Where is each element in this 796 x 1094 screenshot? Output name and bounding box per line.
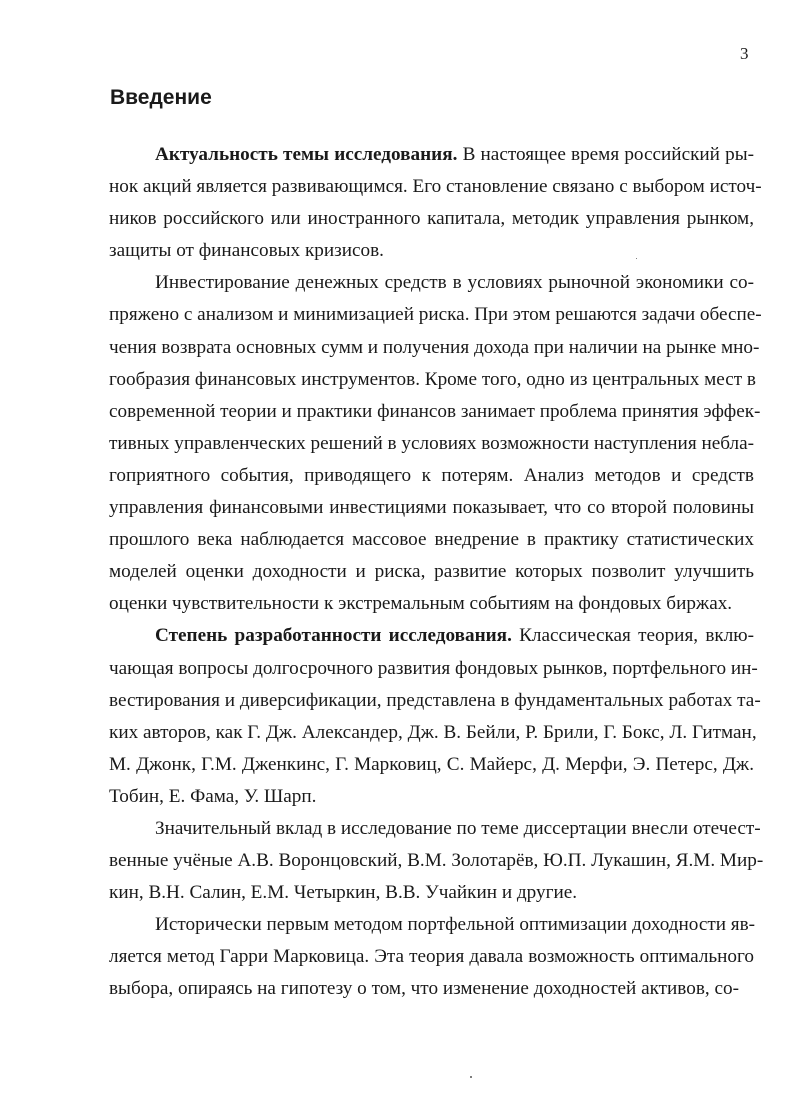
line-text: Тобин, Е. Фама, У. Шарп. [109,785,317,807]
text-line [109,845,764,877]
line-text: М. Джонк, Г.М. Дженкинс, Г. Марковиц, С. Майерс, Д. Мерфи, Э. Петерс, Дж. [109,753,754,775]
paragraph [109,267,762,620]
line-text: управления финансовыми инвестициями показывает, что со второй половины [109,497,754,519]
line-text: Исторически первым методом портфельной оптимизации доходности яв- [155,914,756,936]
line-text: Классическая теория, вклю- [519,625,754,647]
text-line [109,492,754,524]
text-line [109,524,754,556]
text-line [109,653,758,685]
text-line [109,332,760,364]
paragraph-lead: Актуальность темы исследования. [155,144,458,165]
line-text: В настоящее время российский ры- [462,144,754,165]
line-text: гообразия финансовых инструментов. Кроме того, одно из центральных мест в [109,368,756,390]
paragraph [109,139,762,267]
text-line [109,781,754,813]
text-line [109,877,754,909]
line-text: моделей оценки доходности и риска, развитие которых позволит улучшить [109,561,754,583]
body-text [109,139,764,1006]
scan-speck [636,258,637,259]
text-line [109,717,757,749]
paragraph [109,909,754,1005]
paragraph [109,813,764,909]
line-text: нок акций является развивающимся. Его становление связано с выбором источ- [109,176,762,198]
line-text: Инвестирование денежных средств в условиях рыночной экономики со- [155,272,754,294]
text-line [109,813,761,845]
paragraph [109,620,761,813]
page-number: 3 [740,44,749,63]
text-line [109,364,754,396]
text-line [109,171,762,203]
line-text: чения возврата основных сумм и получения дохода при наличии на рынке мно- [109,336,760,358]
text-line [109,428,754,460]
text-line [109,620,754,652]
text-line [109,749,754,781]
text-line [109,203,754,235]
line-text: оценки чувствительности к экстремальным событиям на фондовых биржах. [109,593,733,615]
line-text: выбора, опираясь на гипотезу о том, что изменение доходностей активов, со- [109,978,739,1000]
line-text: ников российского или иностранного капитала, методик управления рынком, [109,208,754,230]
text-line [109,909,754,941]
line-text: чающая вопросы долгосрочного развития фондовых рынков, портфельного ин- [109,657,758,679]
line-text: ких авторов, как Г. Дж. Александер, Дж. В. Бейли, Р. Брили, Г. Бокс, Л. Гитман, [109,721,757,743]
line-text: венные учёные А.В. Воронцовский, В.М. Золотарёв, Ю.П. Лукашин, Я.М. Мир- [109,850,764,872]
text-line [109,941,754,973]
text-line [109,299,762,331]
text-line [109,973,754,1005]
text-line [109,685,761,717]
line-text: кин, В.Н. Салин, Е.М. Четыркин, В.В. Учайкин и другие. [109,882,578,904]
line-text: современной теории и практики финансов занимает проблема принятия эффек- [109,400,761,422]
line-text: пряжено с анализом и минимизацией риска. При этом решаются задачи обеспе- [109,304,762,326]
text-line [109,460,754,492]
text-line [109,396,761,428]
text-line [109,235,754,267]
line-text: ляется метод Гарри Марковица. Эта теория давала возможность оптимального [109,946,754,968]
section-heading: Введение [110,86,212,109]
text-line [109,139,754,171]
line-text: защиты от финансовых кризисов. [109,240,384,262]
text-line [109,556,754,588]
scan-speck [470,1076,472,1078]
paragraph-lead: Степень разработанности исследования. [155,625,512,647]
line-text: вестирования и диверсификации, представлена в фундаментальных работах та- [109,689,761,711]
text-line [109,267,754,299]
line-text: тивных управленческих решений в условиях возможности наступления небла- [109,432,754,454]
line-text: гоприятного события, приводящего к потерям. Анализ методов и средств [109,464,754,486]
line-text: Значительный вклад в исследование по теме диссертации внесли отечест- [155,817,761,839]
line-text: прошлого века наблюдается массовое внедрение в практику статистических [109,529,754,551]
text-line [109,588,754,620]
